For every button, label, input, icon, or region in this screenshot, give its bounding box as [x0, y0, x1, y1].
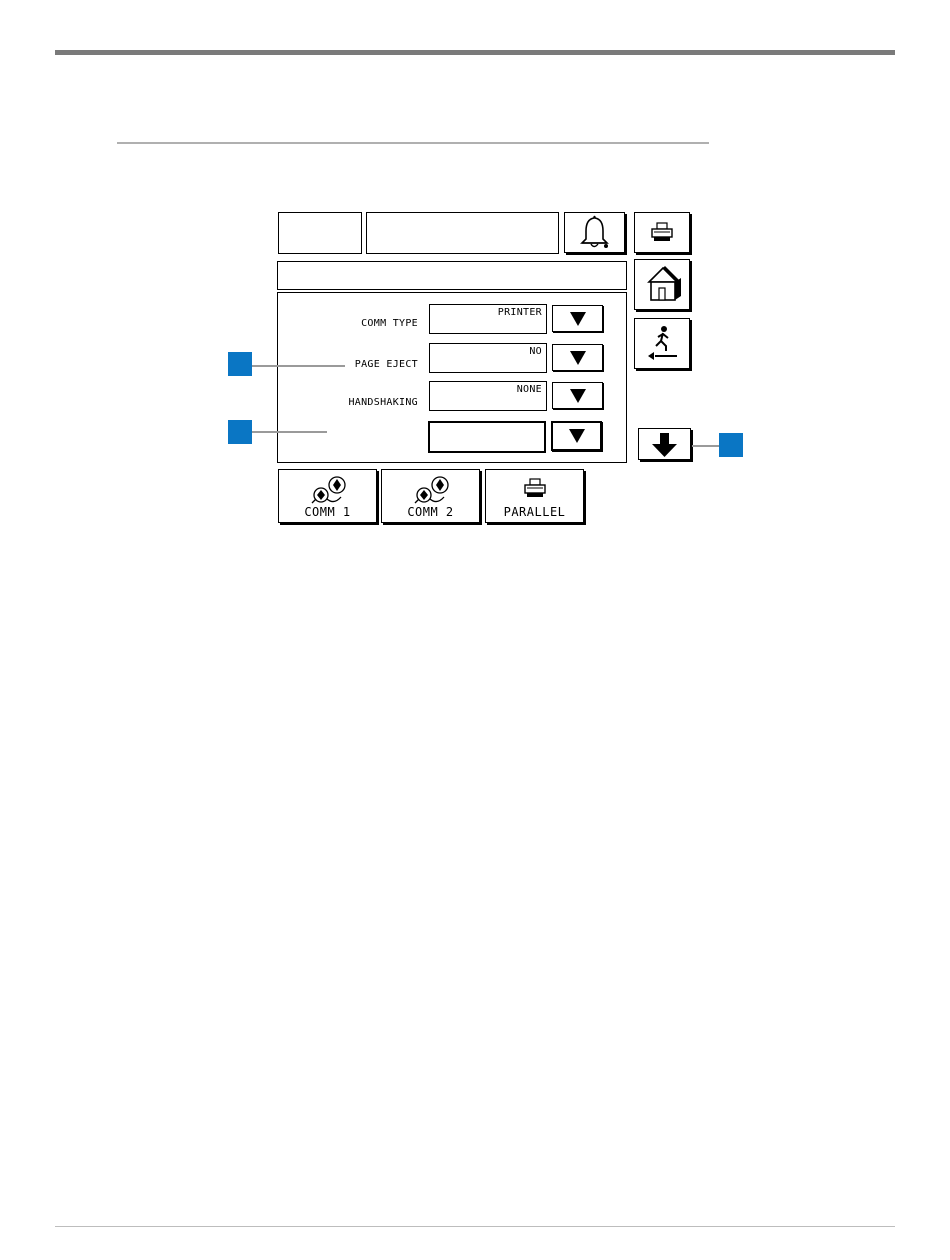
callout-leader-1: [252, 365, 345, 367]
bottom-rule: [55, 1226, 895, 1227]
comm-type-field[interactable]: [429, 304, 547, 334]
comm-type-dropdown-button[interactable]: [552, 305, 603, 332]
comm-type-value: PRINTER: [497, 307, 542, 318]
triangle-down-icon: [568, 428, 586, 444]
handshaking-field[interactable]: [429, 381, 547, 411]
triangle-down-icon: [569, 350, 587, 366]
tab-parallel[interactable]: [485, 469, 584, 523]
handshaking-value: NONE: [516, 384, 542, 395]
header-box-left: [278, 212, 362, 254]
field-label-page-eject: PAGE EJECT: [354, 359, 418, 370]
blank-dropdown-button[interactable]: [551, 421, 602, 451]
callout-marker-3: [719, 433, 743, 457]
home-icon: [635, 260, 689, 309]
printer-icon: [635, 213, 689, 252]
field-label-comm-type: COMM TYPE: [361, 318, 418, 329]
callout-marker-2: [228, 420, 252, 444]
page-eject-dropdown-button[interactable]: [552, 344, 603, 371]
message-bar: [277, 261, 627, 290]
tab-comm-1-label: COMM 1: [304, 505, 351, 519]
triangle-down-icon: [569, 388, 587, 404]
page-eject-value: NO: [529, 346, 542, 357]
callout-marker-1: [228, 352, 252, 376]
tab-comm-2-label: COMM 2: [407, 505, 454, 519]
comm-port-icon: [307, 473, 351, 507]
comm-port-icon: [410, 473, 454, 507]
exit-button[interactable]: [634, 318, 690, 369]
tab-parallel-label: PARALLEL: [503, 505, 566, 519]
top-rule: [55, 50, 895, 55]
field-label-handshaking: HANDSHAKING: [348, 397, 418, 408]
exit-icon: [635, 319, 689, 368]
printer-icon: [521, 476, 549, 502]
callout-leader-2: [252, 431, 327, 433]
page-eject-field[interactable]: [429, 343, 547, 373]
tab-comm-2[interactable]: [381, 469, 480, 523]
arrow-down-icon: [639, 429, 690, 459]
scroll-down-button[interactable]: [638, 428, 691, 460]
header-box-title: [366, 212, 559, 254]
alarm-button[interactable]: [564, 212, 625, 253]
tab-comm-1[interactable]: [278, 469, 377, 523]
print-button[interactable]: [634, 212, 690, 253]
callout-leader-3: [692, 445, 719, 447]
handshaking-dropdown-button[interactable]: [552, 382, 603, 409]
home-button[interactable]: [634, 259, 690, 310]
triangle-down-icon: [569, 311, 587, 327]
section-rule: [117, 142, 709, 144]
bell-icon: [565, 213, 624, 252]
blank-field[interactable]: [428, 421, 546, 453]
